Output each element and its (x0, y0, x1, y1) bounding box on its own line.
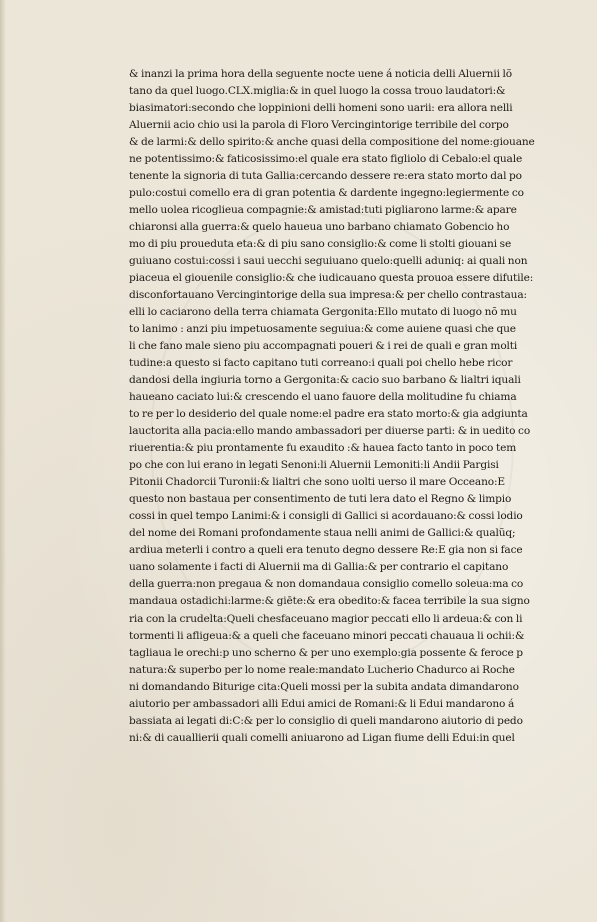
text-line: & de larmi:& dello spirito:& anche quasi della compositione del nome:giouane (129, 136, 535, 149)
text-line: piaceua el giouenile consiglio:& che iudicauano questa prouoa essere difutile: (129, 272, 534, 285)
text-line: ardiua meterli i contro a queli era tenuto degno dessere Re:E gia non si face (129, 544, 523, 557)
text-line: to lanimo : anzi piu impetuosamente seguiua:& come auiene quasi che que (129, 323, 516, 336)
text-line: natura:& superbo per lo nome reale:mandato Lucherio Chadurco ai Roche (129, 663, 515, 676)
text-line: tano da quel luogo.CLX.miglia:& in quel luogo la cossa trouo laudatori:& (129, 85, 506, 98)
text-line: tormenti li afligeua:& a queli che faceuano minori peccati chauaua li ochii:& (129, 629, 525, 642)
text-line: ni:& di cauallierii quali comelli aniuarono ad Ligan fiume delli Edui:in quel (129, 731, 515, 744)
text-line: biasimatori:secondo che loppinioni delli homeni sono uarii: era allora nelli (129, 102, 513, 115)
text-line: questo non bastaua per consentimento de tuti lera dato el Regno & limpio (129, 493, 512, 506)
text-line: guiuano costui:cossi i saui uecchi seguiuano quelo:quelli aduniq: ai quali non (129, 255, 528, 268)
page-left-edge (0, 0, 6, 922)
text-line: chiaronsi alla guerra:& quelo haueua uno barbano chiamato Gobencio ho (129, 221, 510, 234)
text-line: ne potentissimo:& faticosissimo:el quale era stato figliolo di Cebalo:el quale (129, 153, 523, 166)
text-line: del nome dei Romani profondamente staua nelli animi de Gallici:& qualũq; (129, 527, 516, 540)
text-line: ni domandando Biturige cita:Queli mossi per la subita andata dimandarono (129, 680, 519, 693)
text-line: po che con lui erano in legati Senoni:li Aluernii Lemoniti:li Andii Pargisi (129, 459, 499, 472)
text-line: dandosi della ingiuria torno a Gergonita:& cacio suo barbano & lialtri iquali (129, 374, 521, 387)
text-line: mo di piu proueduta eta:& di piu sano consiglio:& come li stolti giouani se (129, 238, 512, 251)
text-line: li che fano male sieno piu accompagnati poueri & i rei de quali e gran molti (129, 340, 518, 353)
text-line: disconfortauano Vercingintorige della sua impresa:& per chello contrastaua: (129, 289, 527, 302)
text-line: tagliaua le orechi:p uno scherno & per uno exemplo:gia possente & feroce p (129, 646, 523, 659)
text-line: tudine:a questo si facto capitano tuti correano:i quali poi chello hebe ricor (129, 357, 513, 370)
text-block (129, 66, 561, 747)
text-line: ria con la crudelta:Queli chesfaceuano magior peccati ello li ardeua:& con li (129, 612, 523, 625)
text-line: & inanzi la prima hora della seguente nocte uene á noticia delli Aluernii lõ (129, 68, 512, 80)
text-line: uano solamente i facti di Aluernii ma di Gallia:& per contrario el capitano (129, 561, 509, 574)
text-line: aiutorio per ambassadori alli Edui amici de Romani:& li Edui mandarono á (129, 697, 515, 710)
text-line: pulo:costui comello era di gran potentia & dardente ingegno:legiermente co (129, 187, 524, 200)
text-line: tenente la signoria di tuta Gallia:cercando dessere re:era stato morto dal po (129, 170, 522, 183)
text-line: cossi in quel tempo Lanimi:& i consigli di Gallici si acordauano:& cossi lodio (129, 510, 523, 523)
text-line: elli lo caciarono della terra chiamata Gergonita:Ello mutato di luogo nõ mu (129, 306, 517, 319)
text-line: mandaua ostadichi:larme:& giēte:& era obedito:& facea terribile la sua signo (129, 595, 530, 608)
text-line: riuerentia:& piu prontamente fu exaudito :& hauea facto tanto in poco tem (129, 442, 517, 455)
text-line: haueano caciato lui:& crescendo el uano fauore della molitudine fu chiama (129, 391, 517, 404)
text-line: lauctorita alla pacia:ello mando ambassadori per diuerse parti: & in uedito co (129, 425, 531, 438)
text-line: Aluernii acio chio usi la parola di Floro Vercingintorige terribile del corpo (129, 119, 509, 132)
text-line: Pitonii Chadorcii Turonii:& lialtri che sono uolti uerso il mare Occeano:E (129, 476, 505, 489)
text-line: della guerra:non pregaua & non domandaua consiglio comello soleua:ma co (129, 578, 524, 591)
text-line: mello uolea ricoglieua compagnie:& amistad:tuti pigliarono larme:& apare (129, 204, 517, 217)
text-line: bassiata ai legati di:C:& per lo consiglio di queli mandarono aiutorio di pedo (129, 714, 523, 727)
text-line: to re per lo desiderio del quale nome:el padre era stato morto:& gia adgiunta (129, 408, 528, 421)
